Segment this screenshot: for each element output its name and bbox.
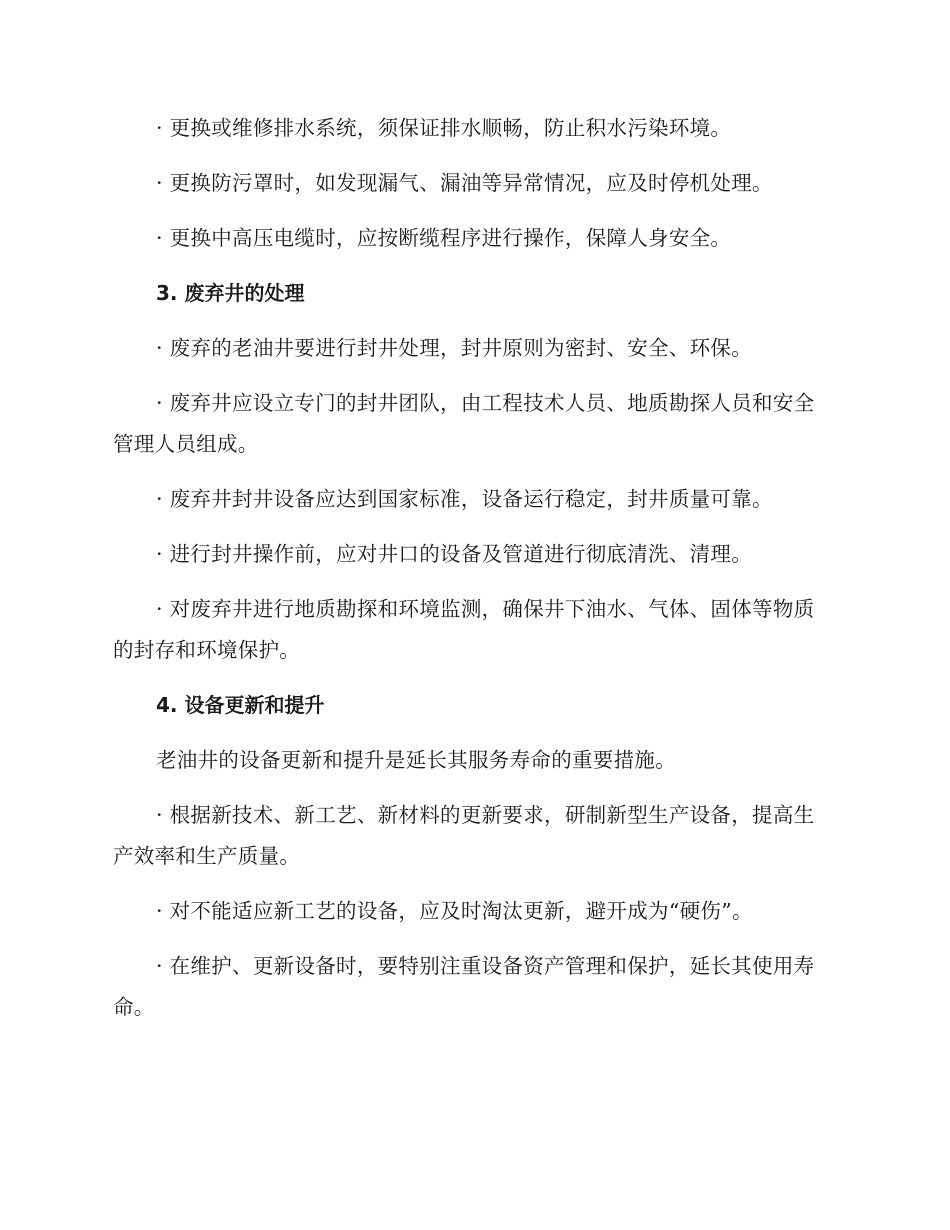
list-item-asset-management: · 在维护、更新设备时，要特别注重设备资产管理和保护，延长其使用寿命。 <box>113 954 815 1019</box>
list-item-cable: · 更换中高压电缆时，应按断缆程序进行操作，保障人身安全。 <box>156 226 732 250</box>
list-item-sealing-equipment: · 废弃井封井设备应达到国家标准，设备运行稳定，封井质量可靠。 <box>156 487 773 511</box>
document-body <box>113 108 823 1042</box>
section-intro-paragraph: 老油井的设备更新和提升是延长其服务寿命的重要措施。 <box>156 748 676 772</box>
list-item-cleaning: · 进行封井操作前，应对井口的设备及管道进行彻底清洗、清理。 <box>156 542 753 566</box>
list-item-sealing-principle: · 废弃的老油井要进行封井处理，封井原则为密封、安全、环保。 <box>156 336 753 360</box>
list-item-pollution-cover: · 更换防污罩时，如发现漏气、漏油等异常情况，应及时停机处理。 <box>156 171 773 195</box>
list-item-sealing-team: · 废弃井应设立专门的封井团队，由工程技术人员、地质勘探人员和安全管理人员组成。 <box>113 391 815 456</box>
section-heading-abandoned-wells: 3. 废弃井的处理 <box>156 281 305 305</box>
list-item-drainage: · 更换或维修排水系统，须保证排水顺畅，防止积水污染环境。 <box>156 116 732 140</box>
list-item-monitoring: · 对废弃井进行地质勘探和环境监测，确保井下油水、气体、固体等物质的封存和环境保护。 <box>113 597 815 662</box>
section-heading-equipment-update: 4. 设备更新和提升 <box>156 693 325 717</box>
list-item-obsolete-equipment: · 对不能适应新工艺的设备，应及时淘汰更新，避开成为“硬伤”。 <box>156 899 753 923</box>
list-item-new-technology: · 根据新技术、新工艺、新材料的更新要求，研制新型生产设备，提高生产效率和生产质量。 <box>113 803 815 868</box>
